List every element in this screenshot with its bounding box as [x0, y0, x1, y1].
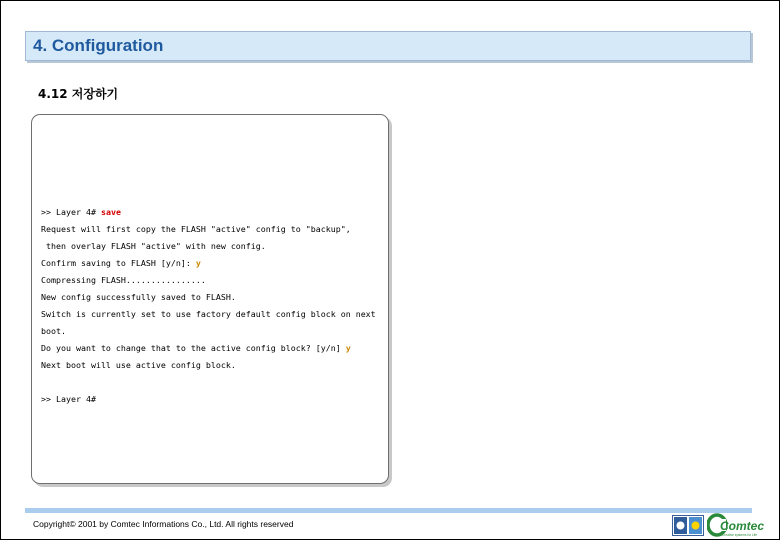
output-text: boot. [41, 326, 66, 336]
output-text: Switch is currently set to use factory default config block on next [41, 309, 376, 319]
output-text: then overlay FLASH "active" with new config. [41, 241, 266, 251]
terminal-line [41, 326, 66, 336]
output-text: >> Layer 4# [41, 394, 96, 404]
terminal-window [31, 114, 389, 484]
answer-text: y [195, 258, 201, 268]
terminal-line [41, 309, 376, 319]
comtec-logo [707, 511, 767, 538]
terminal-line [41, 292, 236, 302]
footer-bar [25, 508, 752, 513]
output-text: Compressing FLASH................ [41, 275, 206, 285]
certification-logo [672, 515, 704, 536]
command-text: save [100, 207, 121, 217]
page-header [25, 31, 751, 61]
output-text: Next boot will use active config block. [41, 360, 236, 370]
output-text: >> Layer 4# [41, 207, 101, 217]
answer-text: y [345, 343, 351, 353]
terminal-line [41, 241, 266, 251]
output-text: New config successfully saved to FLASH. [41, 292, 236, 302]
terminal-line [41, 360, 236, 370]
copyright-text: Copyright© 2001 by Comtec Informations Co., Ltd. All rights reserved [33, 519, 294, 529]
output-text: Do you want to change that to the active config block? [y/n] [41, 343, 346, 353]
terminal-line [41, 207, 121, 217]
output-text: Request will first copy the FLASH "active" config to "backup", [41, 224, 351, 234]
brand-logo-text: Comtec [720, 519, 765, 533]
terminal-line [41, 394, 96, 404]
brand-tagline: Creative systems for Life [722, 533, 758, 537]
section-title: 4.12 저장하기 [38, 87, 119, 101]
output-text: Confirm saving to FLASH [y/n]: [41, 258, 196, 268]
terminal-line [41, 258, 201, 268]
terminal-line [41, 275, 206, 285]
terminal-line [41, 343, 351, 353]
page-title: 4. Configuration [33, 36, 164, 55]
terminal-line [41, 224, 351, 234]
